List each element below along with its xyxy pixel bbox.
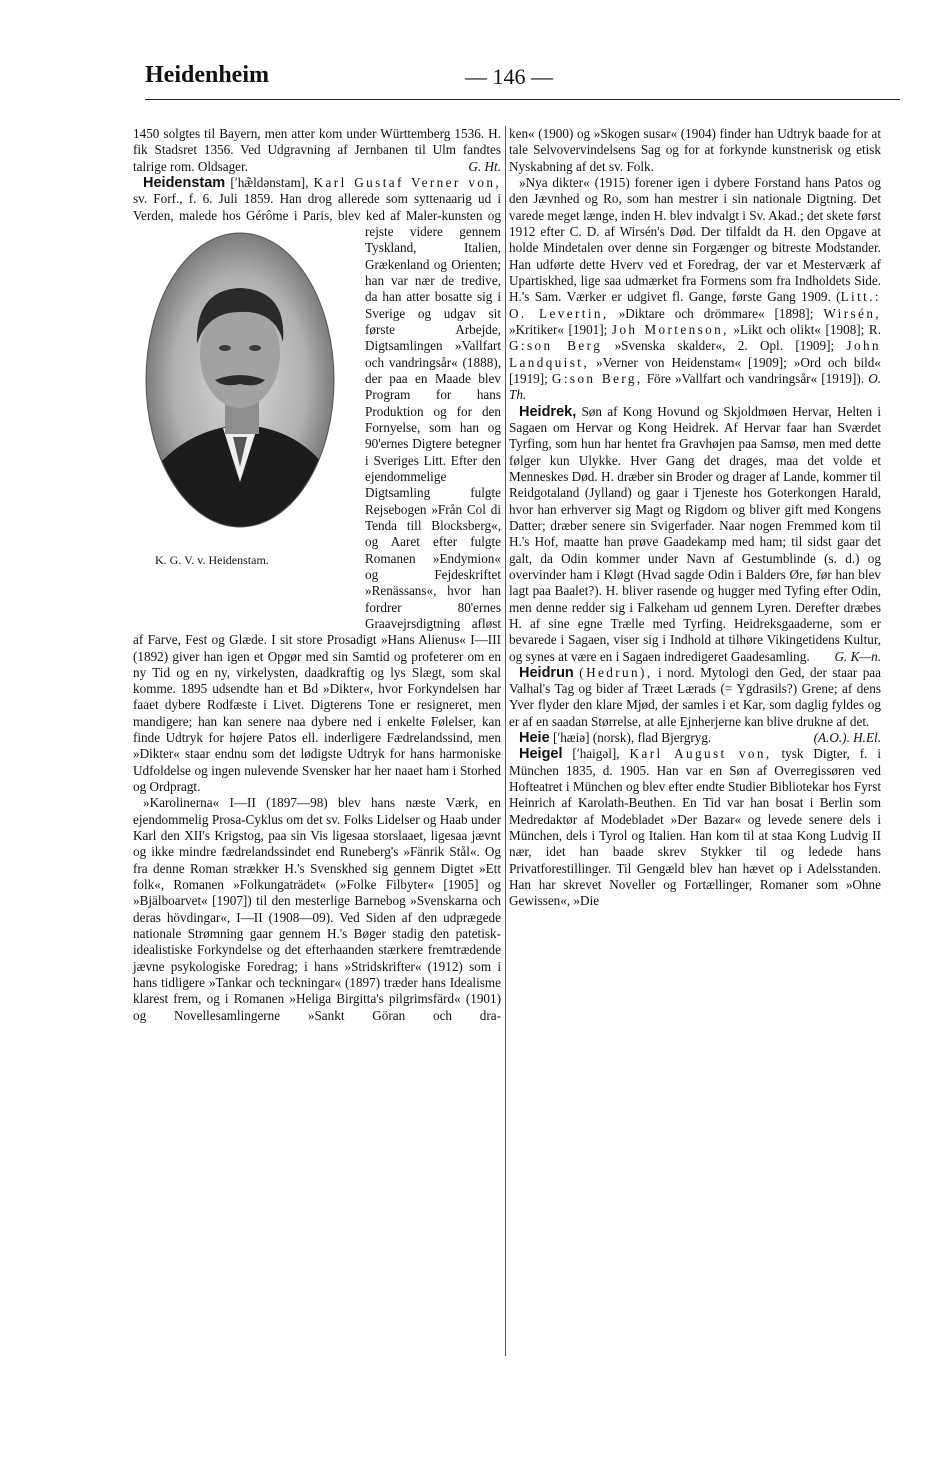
entry-heidenstam: Heidenstam [ʹhæ̃ldənstam], Karl Gustaf Verner von, sv. Forf., f. 6. Juli 1859. Han drog allerede som syttenaarig ud i Verden, malede hos Gérôme i Paris, blev ked af Maler- K. G. V. v. Heidenstam. kunsten og rejste videre gennem Tyskland, Italien, Grækenland og Orienten; han var nær de tredive, da han atter bosatte sig i Sverige og udgav sit første Arbejde, Digtsamlingen »Vallfart och vandringsår« (1888), der paa en Maade blev Program for hans Produktion og for den Fornyelse, som han og 90'ernes Digtere betegner i Sveriges Litt. Efter den ejendommelige Digtsamling fulgte Rejsebogen »Från Col di Tenda till Blocksberg«, og Aaret efter fulgte Romanen »Endymion« og Fejdeskriftet »Renässans«, hvor han fordrer 80'ernes Graavejrsdigtning afløst af Farve, Fest og Glæde. I sit store Prosadigt »Hans Alienus« I—III (1892) giver han igen et Opgør med sin Samtid og profeterer om en ny Tid og en ny, virkelysten, daadkraftig og lys Slægt, som skal komme. 1895 udsendte han et Bd »Dikter«, hvor Forkyndelsen har faaet dybere Rodfæste i Livet. Digterens Tone er resigneret, men mandigere; han kan senere naa dybere ned i enkelte Følelser, kan finde Udtryk for højere Patos ell. inderligere Fædrelandssind, men »Dikter« staar endnu som det lødigste Udtryk for hans harmoniske Udfoldelse og ingen nulevende Svensker har her naaet ham i Storhed og Ordpragt.	[133, 174, 502, 795]
entry-heidenheim-end: 1450 solgtes til Bayern, men atter kom under Württemberg 1536. H. fik Stadsret 1356. Ved Udgravning af Jernbanen til Ulm fandtes talrige rom. Oldsager. G. Ht.	[133, 126, 501, 174]
header-title: Heidenheim	[145, 62, 269, 88]
entry-heie: Heie [ʹhæiə] (norsk), flad Bjergryg.	[519, 730, 712, 747]
headword-heigel: Heigel	[519, 746, 563, 763]
portrait-caption: K. G. V. v. Heidenstam.	[155, 552, 269, 567]
right-column	[509, 126, 881, 910]
page-number: — 146 —	[465, 64, 553, 89]
left-column	[133, 126, 501, 1024]
entry-heidrun: Heidrun (Hedrun), i nord. Mytologi den Ged, der staar paa Valhal's Tag og bider af Træet Lærads (= Ygdrasils?) Grene; af dens Yver flyder den klare Mjød, der samles i et Kar, som daglig fyldes og er af en saadan Størrelse, at alle Ejnherjerne kan blive drukne af det. (A.O.). H.El.	[509, 664, 882, 746]
headword-heie: Heie	[519, 730, 550, 747]
signature-g-ht: G. Ht.	[468, 158, 501, 174]
column-divider	[505, 126, 506, 1356]
headword-heidenstam: Heidenstam	[143, 174, 226, 191]
entry-heidrek: Heidrek, Søn af Kong Hovund og Skjoldmøen Hervar, Helten i Sagaen om Hervar og Kong Heidrek. Af Hervar faar han Sværdet Tyrfing, som hun har hentet fra Gravhøjen paa Samsø, men med dette følger kun Ulykke. Hver Gang det drages, maa det volde et Menneskes Død. H. dræber sin Broder og drager af Lande, kommer til Reidgotaland (Jylland) og gaar i Tjeneste hos Goterkongen Harald, hvor han erhverver sig Magt og Rigdom og bliver gift med Kongens Datter; dræber senere sin Svigerfader. Naar nogen Fremmed kom til H.'s Hof, maatte han prøve Gaadekamp med ham; til sidst gaar det galt, da Odin kommer under Navn af Gestumblinde (s. d.) og overvinder ham i Kløgt (Hvad sagde Odin i Balders Øre, før han blev lagt paa Baalet?). H. bliver rasende og hugger med Tyfing efter Odin, men denne redder sig i Falkeham ud gennem Lyren. Derefter dræbes H. af sine egne Trælle med Tyrfing. Heidreksgaaderne, som er bevarede i Sagaen, viser sig i Indhold at tilhøre Vikingetidens Kultur, og synes at være en i Sagaen indredigeret Gaadesamling. G. K—n.	[509, 403, 881, 664]
entry-heidenstam-bibliography: »Nya dikter« (1915) forener igen i dybere Forstand hans Patos og den Jævnhed og Ro, som han mestrer i sin nationale Digtning. Det varede meget længe, inden H. blev indvalgt i Sv. Akad.; det skete først 1912 efter C. D. af Wirsén's Død. Der tilfaldt da H. den Opgave at holde Mindetalen over denne sin Forgænger og bitreste Modstander. Han udførte dette Hverv ved et Foredrag, der var et Mesterværk af Upartiskhed, lige saa udmærket fra Formens som fra Indholdets Side. H.'s Sam. Værker er udgivet fl. Gange, første Gang 1909. (Litt.: O. Levertin, »Diktare och drömmare« [1898]; Wirsén, »Kritiker« [1901]; Joh Mortenson, »Likt och olikt« [1908]; R. G:son Berg »Svenska skalder«, 2. Opl. [1909]; John Landquist, »Verner von Heidenstam« [1909]; »Ord och bild« [1919]; G:son Berg, Före »Vallfart och vandringsår« [1919]). O. Th.	[509, 174, 882, 403]
portrait-figure	[131, 224, 359, 616]
running-head	[145, 62, 880, 96]
header-rule	[145, 99, 900, 100]
signature-g-k-n: G. K—n.	[834, 648, 881, 664]
entry-heigel: Heigel [ʹhaigəl], Karl August von, tysk Digter, f. i München 1835, d. 1905. Han var en Søn af Overregissøren ved Hofteatret i München og blev efter endte Studier Bibliotekar hos Fyrst Heinrich af Karolath-Beuthen. En Tid var han bosat i Berlin som Medredaktør af Modebladet »Der Bazar« og levede senere dels i München, dels i Tyrol og Italien. Han kom til at staa Kong Ludvig II nær, idet han baade skrev Stykker til og ledede hans Privatforestillinger. Til Gengæld blev han hævet op i Adelsstanden. Han har skrevet Noveller og Fortællinger, Romaner som »Ohne Gewissen«, »Die	[509, 746, 882, 909]
signature-h-el: (A.O.). H.El.	[813, 730, 881, 746]
headword-heidrek: Heidrek,	[519, 403, 577, 420]
entry-heidenstam-cont: ken« (1900) og »Skogen susar« (1904) finder han Udtryk baade for at tale Selvovervindelsens Sag og for at forkynde kunstnerisk og etisk Nyskabning af det sv. Folk.	[509, 126, 881, 174]
entry-heidenstam-karolinerna: »Karolinerna« I—II (1897—98) blev hans næste Værk, en ejendommelig Prosa-Cyklus om det sv. Folks Lidelser og Haab under Karl den XII's Krigstog, paa sin Vis ligesaa storslaaet, ligesaa jævnt og ikke mindre fædrelandssindet end Runeberg's »Fänrik Stål«. Og fra denne Roman strækker H.'s Svenskhed sig gennem Digtet »Ett folk«, Romanen »Folkungaträdet« (»Folke Filbyter« [1905] og »Bjälboarvet« [1907]) til den mesterlige Barnebog »Svenskarna och deras hövdingar«, I—II (1908—09). Ved Siden af den udprægede nationale Strømning gaar gennem H.'s Bøger stadig den patetisk-idealistiske Forkyndelse og det efterhaanden stærkere fremtrædende jævne psykologiske Foredrag; i hans »Stridskrifter« (1912) som i hans tidligere »Tankar och teckningar« (1897) træder hans Idealisme klarest frem, og i Romanen »Heliga Birgitta's pilgrimsfärd« (1901) og Novellesamlingerne »Sankt Göran och dra-	[133, 795, 501, 1023]
headword-heidrun: Heidrun	[519, 664, 574, 681]
portrait-photo	[145, 232, 335, 528]
signature-o-th: O. Th.	[509, 370, 882, 403]
